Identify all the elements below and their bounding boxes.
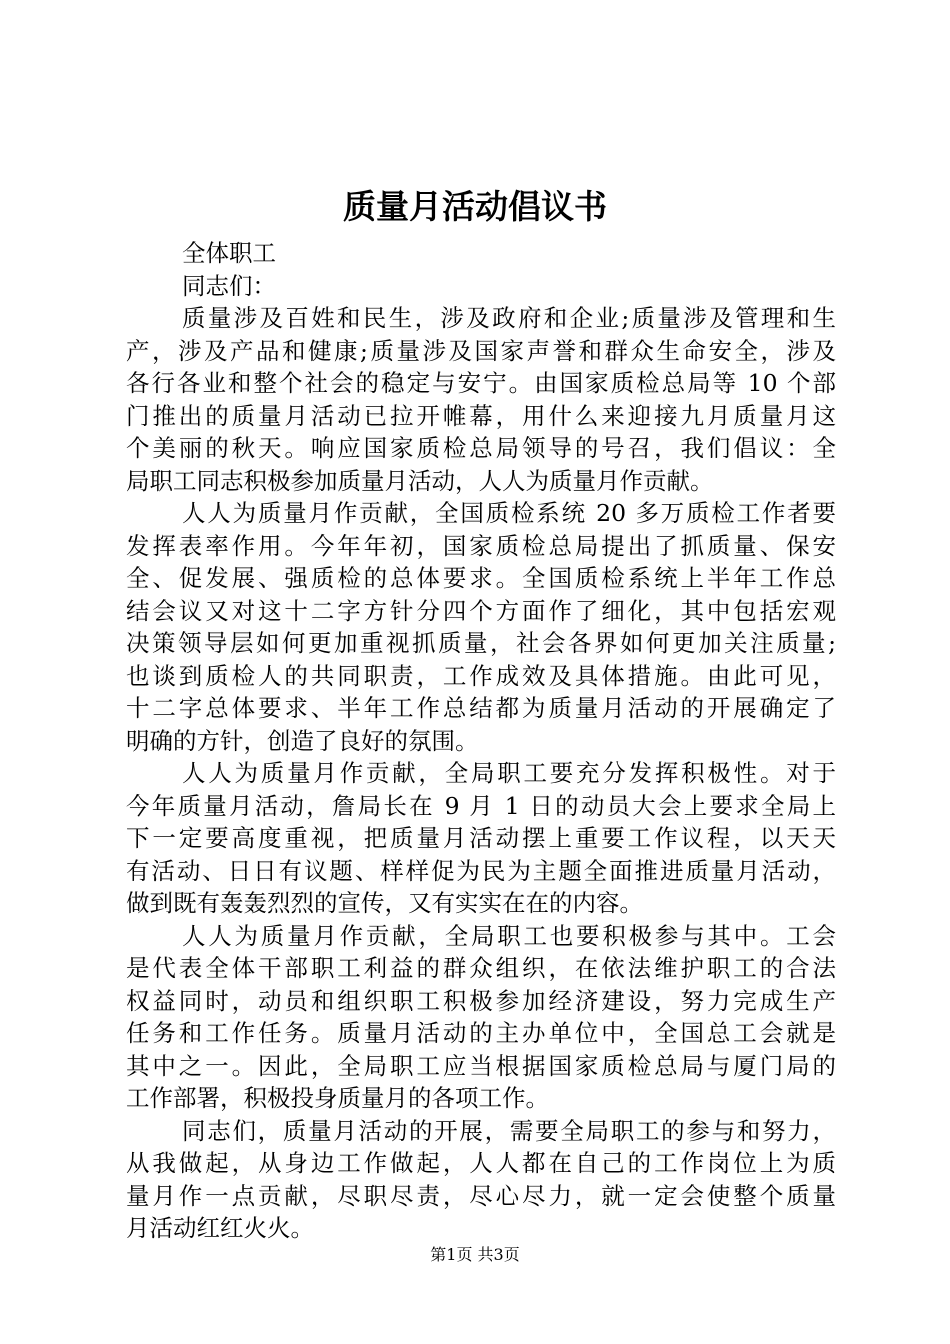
- body-text-line: 人人为质量月作贡献，全局职工要充分发挥积极性。对于: [182, 759, 836, 787]
- body-text-line: 局职工同志积极参加质量月活动，人人为质量月作贡献。: [126, 466, 714, 495]
- page-footer: 第1页 共3页: [430, 1245, 520, 1264]
- body-text-line: 全、促发展、强质检的总体要求。全国质检系统上半年工作总: [126, 564, 836, 592]
- body-text-line: 是代表全体干部职工利益的群众组织，在依法维护职工的合法: [126, 954, 836, 982]
- body-text-line: 结会议又对这十二字方针分四个方面作了细化，其中包括宏观: [126, 596, 836, 625]
- body-text-line: 各行各业和整个社会的稳定与安宁。由国家质检总局等 10 个部: [126, 369, 836, 397]
- body-text-line: 人人为质量月作贡献，全国质检系统 20 多万质检工作者要: [182, 499, 836, 527]
- document-title: 质量月活动倡议书: [343, 187, 607, 226]
- body-text-line: 明确的方针，创造了良好的氛围。: [126, 726, 479, 755]
- body-text-line: 做到既有轰轰烈烈的宣传，又有实实在在的内容。: [126, 889, 643, 917]
- body-text-line: 质量涉及百姓和民生，涉及政府和企业;质量涉及管理和生: [182, 304, 836, 332]
- body-text-line: 任务和工作任务。质量月活动的主办单位中，全国总工会就是: [126, 1019, 836, 1047]
- body-text-line: 人人为质量月作贡献，全局职工也要积极参与其中。工会: [182, 921, 836, 950]
- body-text-line: 决策领导层如何更加重视抓质量，社会各界如何更加关注质量;: [126, 629, 836, 657]
- body-text-line: 产，涉及产品和健康;质量涉及国家声誉和群众生命安全，涉及: [126, 336, 836, 365]
- body-text-line: 有活动、日日有议题、样样促为民为主题全面推进质量月活动，: [126, 856, 836, 885]
- body-text-line: 全体职工: [182, 239, 276, 267]
- body-text-line: 同志们：: [182, 271, 276, 300]
- body-text-line: 从我做起，从身边工作做起，人人都在自己的工作岗位上为质: [126, 1149, 836, 1177]
- body-text-line: 发挥表率作用。今年年初，国家质检总局提出了抓质量、保安: [126, 531, 836, 560]
- body-text-line: 权益同时，动员和组织职工积极参加经济建设，努力完成生产: [126, 986, 836, 1015]
- document-body: [126, 237, 836, 1245]
- body-text-line: 月活动红红火火。: [126, 1214, 314, 1242]
- body-text-line: 量月作一点贡献，尽职尽责，尽心尽力，就一定会使整个质量: [126, 1181, 836, 1210]
- body-text-line: 门推出的质量月活动已拉开帷幕，用什么来迎接九月质量月这: [126, 401, 836, 430]
- body-text-line: 个美丽的秋天。响应国家质检总局领导的号召，我们倡议：全: [126, 434, 836, 462]
- body-text-line: 也谈到质检人的共同职责，工作成效及具体措施。由此可见，: [126, 661, 836, 690]
- body-text-line: 今年质量月活动，詹局长在 9 月 1 日的动员大会上要求全局上: [126, 791, 836, 820]
- body-text-line: 同志们，质量月活动的开展，需要全局职工的参与和努力，: [182, 1116, 836, 1145]
- body-text-line: 其中之一。因此，全局职工应当根据国家质检总局与厦门局的: [126, 1051, 836, 1080]
- body-text-line: 十二字总体要求、半年工作总结都为质量月活动的开展确定了: [126, 694, 836, 722]
- body-text-line: 工作部署，积极投身质量月的各项工作。: [126, 1084, 549, 1112]
- body-text-line: 下一定要高度重视，把质量月活动摆上重要工作议程，以天天: [126, 824, 836, 852]
